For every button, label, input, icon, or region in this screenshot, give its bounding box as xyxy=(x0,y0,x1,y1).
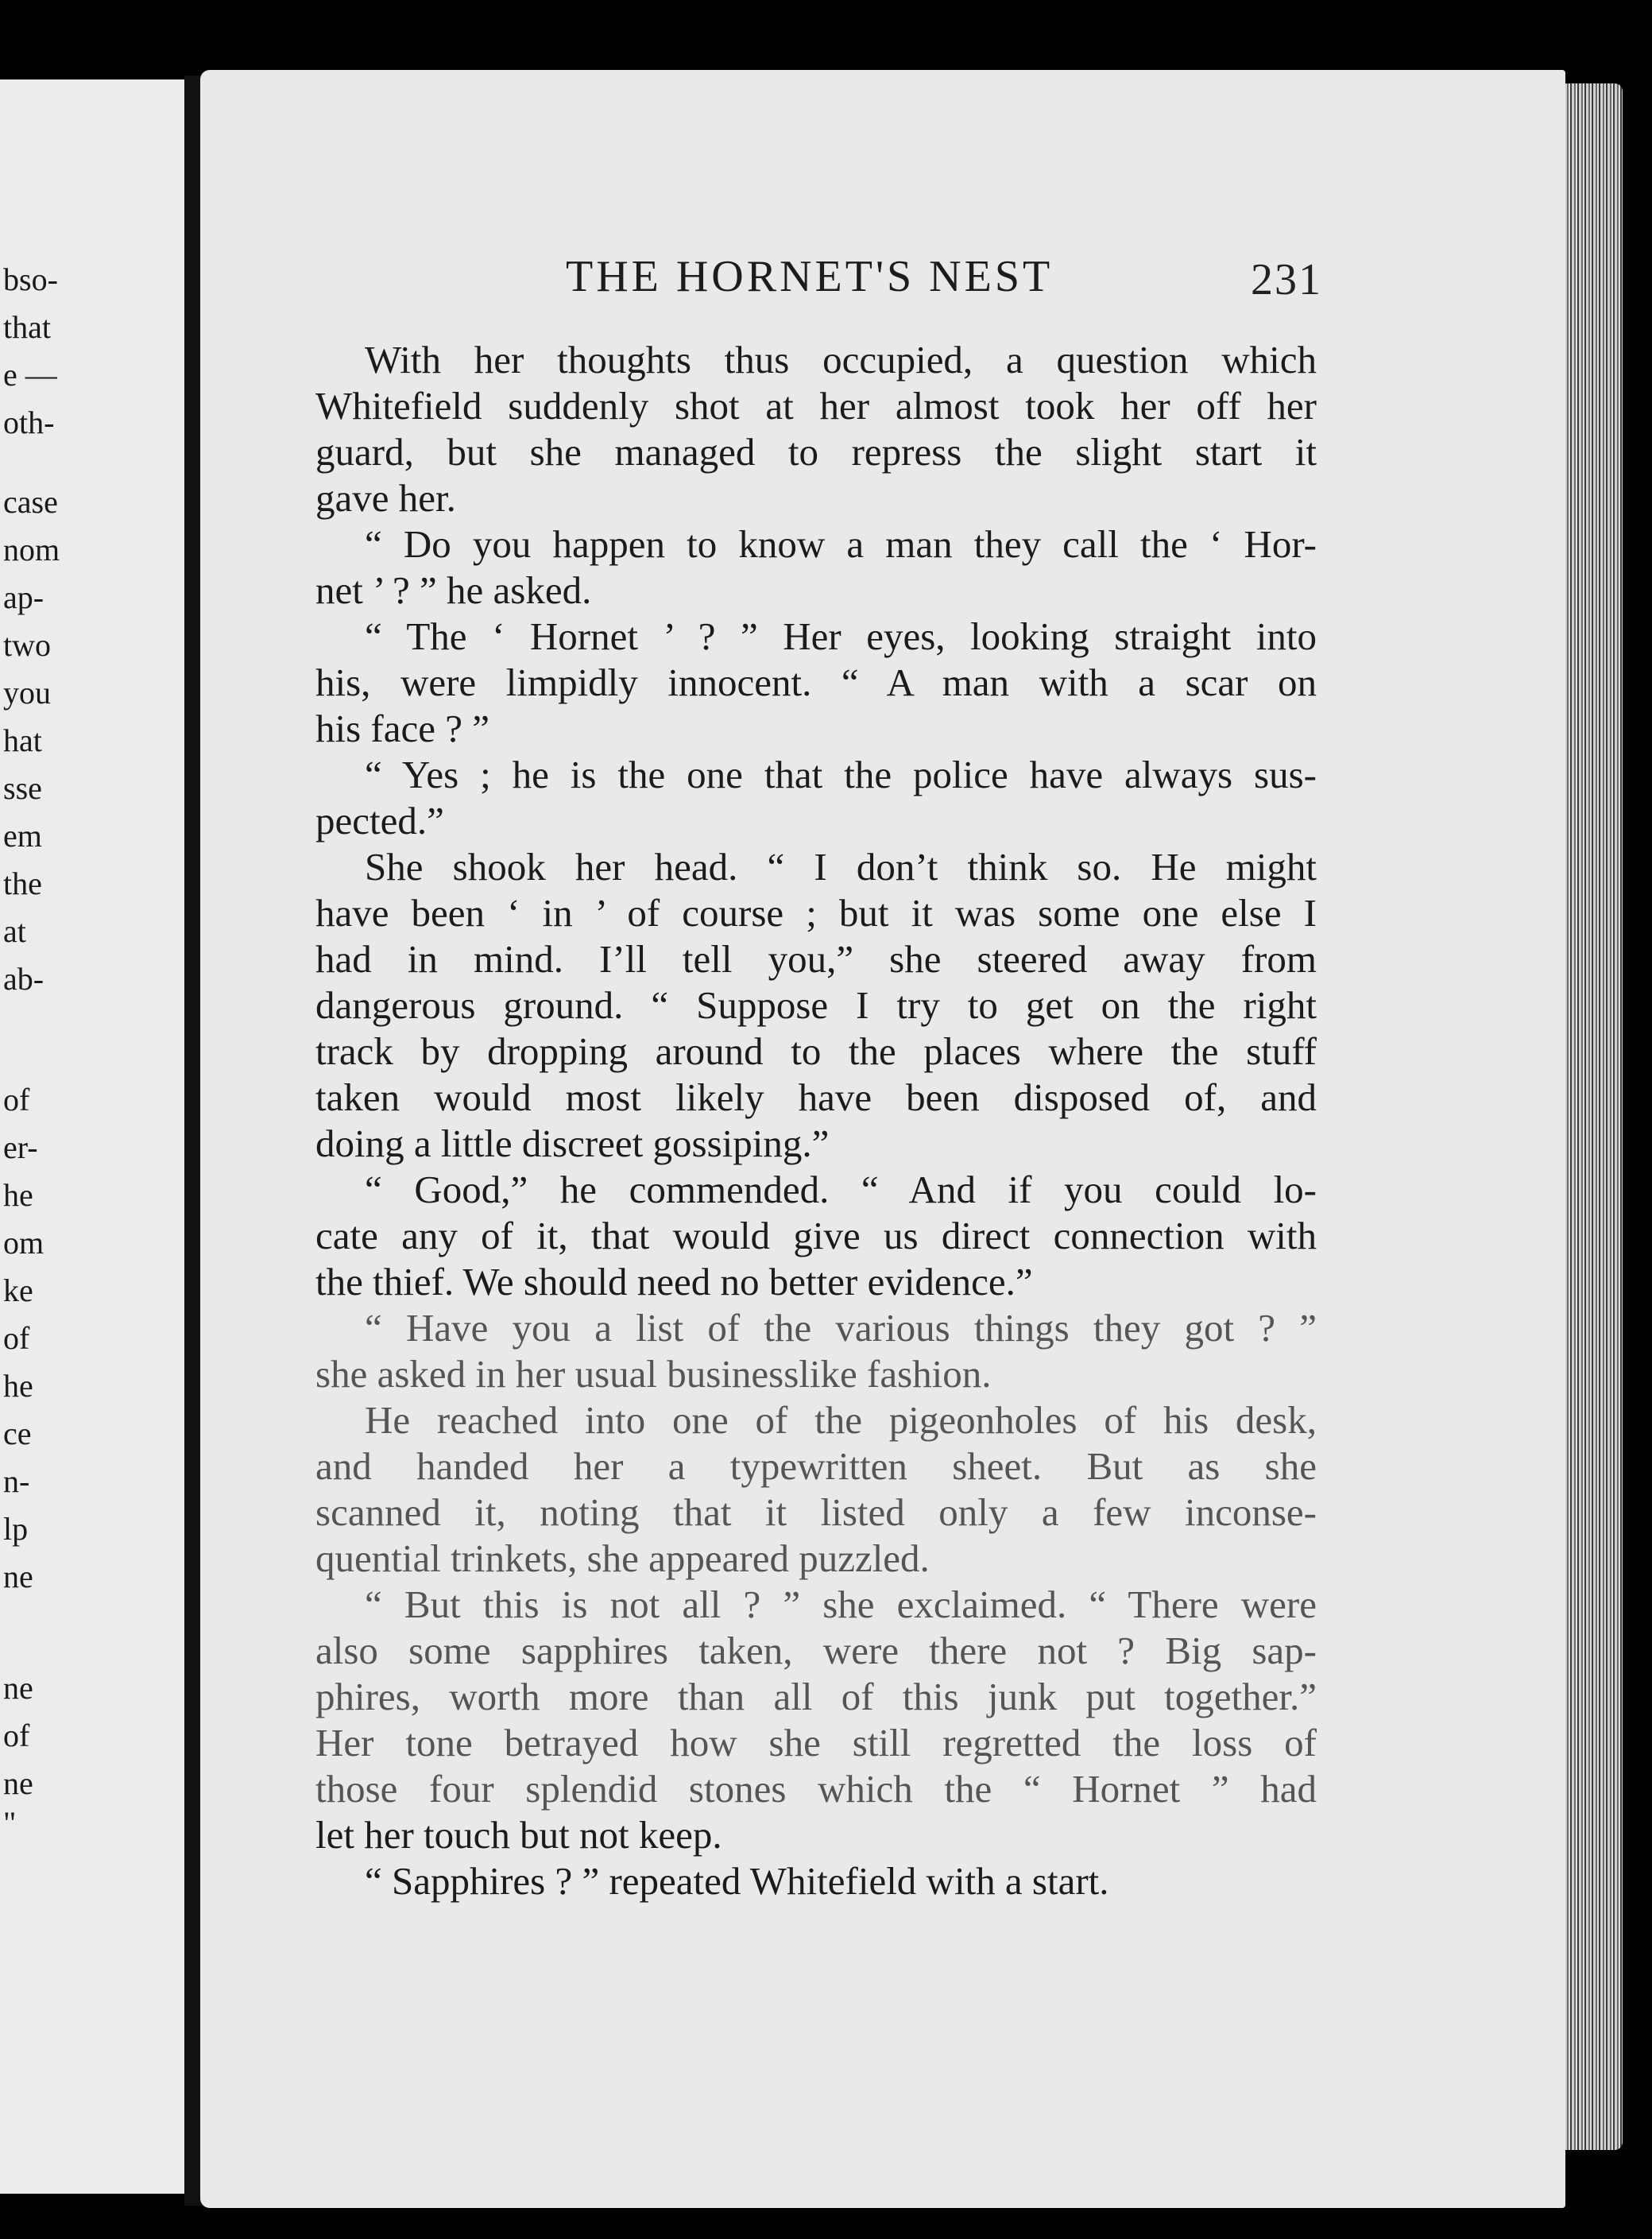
left-page-fragment: ne xyxy=(3,1765,33,1801)
text-line: He reached into one of the pigeonholes of his desk, xyxy=(365,1398,1317,1442)
text-line: had in mind. I’ll tell you,” she steered away from xyxy=(315,937,1317,981)
text-line: “ Have you a list of the various things they got ? ” xyxy=(365,1306,1317,1350)
text-line: pected.” xyxy=(315,799,444,843)
text-line: Whitefield suddenly shot at her almost took her off her xyxy=(315,384,1317,428)
text-line: net ’ ? ” he asked. xyxy=(315,568,592,612)
left-page-fragment: he xyxy=(3,1368,33,1404)
text-line: Her tone betrayed how she still regretted the loss of xyxy=(315,1721,1317,1764)
left-page-fragment: two xyxy=(3,627,51,663)
text-line: “ Yes ; he is the one that the police have always sus- xyxy=(365,753,1317,796)
left-page-fragment: ab- xyxy=(3,961,44,997)
book-gutter xyxy=(184,76,202,2206)
left-page-fragment: bso- xyxy=(3,261,58,297)
left-page-fragment: em xyxy=(3,818,42,854)
text-line: She shook her head. “ I don’t think so. He might xyxy=(365,845,1317,889)
text-line: his face ? ” xyxy=(315,707,489,750)
text-line: gave her. xyxy=(315,476,456,520)
left-page-fragment: of xyxy=(3,1082,30,1118)
text-line: “ Do you happen to know a man they call the ‘ Hor- xyxy=(365,522,1317,566)
left-page-fragment: " xyxy=(3,1805,17,1841)
text-line: she asked in her usual businesslike fashion. xyxy=(315,1352,992,1396)
text-line: With her thoughts thus occupied, a question which xyxy=(365,338,1317,382)
text-line: “ But this is not all ? ” she exclaimed. “ There were xyxy=(365,1582,1317,1626)
text-line: his, were limpidly innocent. “ A man with a scar on xyxy=(315,660,1317,704)
left-page-fragment: he xyxy=(3,1177,33,1213)
text-line: and handed her a typewritten sheet. But as she xyxy=(315,1444,1317,1488)
text-line: “ Good,” he commended. “ And if you could lo- xyxy=(365,1168,1317,1211)
left-page-fragment: hat xyxy=(3,722,42,758)
left-page-fragment: nom xyxy=(3,532,60,567)
text-line: “ Sapphires ? ” repeated Whitefield with a start. xyxy=(365,1859,1109,1903)
text-line: quential trinkets, she appeared puzzled. xyxy=(315,1536,930,1580)
left-page-fragment: the xyxy=(3,866,42,901)
left-page-fragment: case xyxy=(3,484,58,520)
page-number: 231 xyxy=(1251,255,1322,304)
left-page-fragment: ce xyxy=(3,1416,32,1451)
left-page-fragment: ne xyxy=(3,1670,33,1706)
text-line: guard, but she managed to repress the slight start it xyxy=(315,430,1317,474)
left-page-fragment: you xyxy=(3,675,51,711)
left-page-fragment: lp xyxy=(3,1511,29,1547)
text-line: let her touch but not keep. xyxy=(315,1813,722,1857)
text-line: have been ‘ in ’ of course ; but it was some one else I xyxy=(315,891,1317,935)
text-line: “ The ‘ Hornet ’ ? ” Her eyes, looking straight into xyxy=(365,614,1317,658)
left-page-fragment: ne xyxy=(3,1559,33,1594)
left-page-fragment: oth- xyxy=(3,405,55,440)
body-text xyxy=(315,337,1317,1904)
text-line: the thief. We should need no better evidence.” xyxy=(315,1260,1033,1304)
left-page-fragment: n- xyxy=(3,1463,30,1499)
left-page-fragment: sse xyxy=(3,770,42,806)
text-line: phires, worth more than all of this junk put together.” xyxy=(315,1675,1317,1718)
left-page-fragment: e — xyxy=(3,357,57,393)
text-line: taken would most likely have been disposed of, and xyxy=(315,1075,1317,1119)
text-line: doing a little discreet gossiping.” xyxy=(315,1121,830,1165)
left-page-fragment: om xyxy=(3,1225,44,1261)
left-page-fragment: of xyxy=(3,1718,30,1753)
page-edges xyxy=(1557,83,1623,2150)
text-line: scanned it, noting that it listed only a few inconse- xyxy=(315,1490,1317,1534)
text-line: track by dropping around to the places where the stuff xyxy=(315,1029,1317,1073)
left-page-fragment: ap- xyxy=(3,579,44,615)
text-line: also some sapphires taken, were there not ? Big sap- xyxy=(315,1629,1317,1672)
left-page-fragment: ke xyxy=(3,1273,33,1308)
left-page-fragment: at xyxy=(3,913,26,949)
book-page xyxy=(200,70,1565,2208)
text-line: those four splendid stones which the “ Hornet ” had xyxy=(315,1767,1317,1811)
text-line: cate any of it, that would give us direct connection with xyxy=(315,1214,1317,1257)
left-page-fragment: er- xyxy=(3,1129,38,1165)
text-line: dangerous ground. “ Suppose I try to get on the right xyxy=(315,983,1317,1027)
left-page-fragment: of xyxy=(3,1320,30,1356)
previous-page-fragment xyxy=(0,79,184,2194)
running-title: THE HORNET'S NEST xyxy=(566,252,1054,301)
left-page-fragment: that xyxy=(3,309,51,345)
